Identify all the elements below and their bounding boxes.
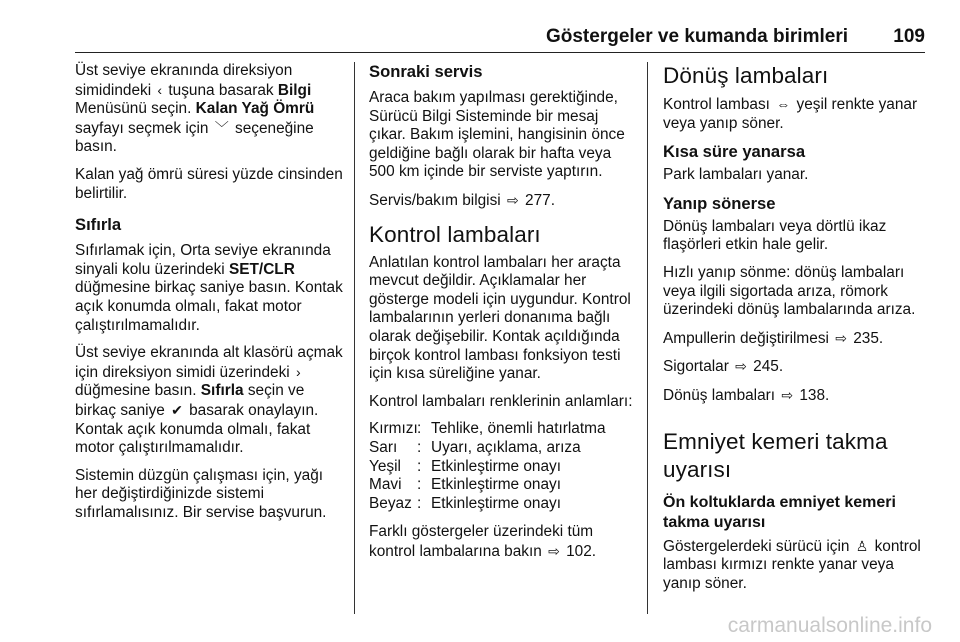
reference-arrow-icon: ⇨	[507, 191, 519, 208]
text: tuşuna basarak	[164, 81, 278, 99]
text: Üst seviye ekranında direksiyon simidindeki	[75, 62, 293, 99]
reference-arrow-icon: ⇨	[781, 386, 794, 403]
text: seçeneğine basın.	[75, 119, 314, 156]
reference-arrow-icon: ⇨	[735, 358, 747, 375]
separator: :	[417, 438, 422, 456]
separator: :	[417, 420, 422, 438]
text: Servis/bakım bilgisi	[369, 191, 505, 209]
page-reference[interactable]: 245.	[748, 358, 784, 376]
paragraph: Kalan yağ ömrü süresi yüzde cinsinden belirtilir.	[75, 165, 343, 202]
column-divider	[647, 62, 648, 614]
text: yeşil renkte yanar veya yanıp söner.	[663, 96, 918, 132]
color-name: Kırmızı	[369, 420, 418, 438]
table-row	[369, 458, 635, 477]
paragraph	[663, 386, 931, 406]
paragraph: Hızlı yanıp sönme: dönüş lambaları veya ilgili sigortada arıza, römork üzerindeki dönüş lambalarında arıza.	[663, 263, 916, 319]
text: düğmesine birkaç saniye basın. Kontak açık konumda olmalı, fakat motor çalıştırılmamalıdır.	[75, 279, 343, 334]
header-title: Göstergeler ve kumanda birimleri	[545, 26, 848, 47]
page-reference[interactable]: 277.	[520, 191, 555, 209]
menu-term: Sıfırla	[200, 382, 244, 400]
menu-term: Kalan Yağ Ömrü	[195, 100, 315, 118]
color-desc: Etkinleştirme onayı	[431, 457, 562, 475]
paragraph	[369, 523, 635, 561]
text: Göstergelerdeki sürücü için	[663, 537, 854, 555]
column-right	[663, 62, 931, 602]
chapter-heading: Emniyet kemeri takma uyarısı	[663, 428, 888, 482]
chevron-left-icon: ‹	[157, 81, 163, 98]
page-number: 109	[893, 26, 925, 47]
check-icon: ✔	[171, 401, 183, 418]
watermark: carmanualsonline.info	[727, 614, 932, 637]
page-reference[interactable]: 102.	[561, 542, 597, 560]
table-row	[369, 476, 635, 495]
chevron-down-icon: ﹀	[214, 119, 229, 136]
text: Sigortalar	[663, 358, 734, 376]
text: sayfayı seçmek için	[75, 119, 213, 137]
page-header	[0, 0, 960, 56]
text: seçin ve birkaç saniye	[75, 382, 305, 419]
chevron-right-icon: ›	[295, 363, 301, 380]
section-heading: Yanıp sönerse	[663, 193, 776, 213]
paragraph	[663, 95, 931, 133]
paragraph: Dönüş lambaları veya dörtlü ikaz flaşörleri etkin hale gelir.	[663, 217, 887, 254]
table-row	[369, 439, 635, 458]
text: Dönüş lambaları	[663, 386, 780, 404]
column-left	[75, 62, 343, 531]
text: düğmesine basın.	[75, 382, 201, 400]
color-name: Sarı	[369, 438, 398, 456]
text: kontrol lambası kırmızı renkte yanar veya yanıp söner.	[663, 537, 921, 592]
menu-term: Bilgi	[277, 81, 312, 99]
paragraph: Anlatılan kontrol lambaları her araçta mevcut değildir. Açıklamalar her gösterge modeli için uygundur. Kontrol lambalarının yerleri donanıma bağlı olarak değişebilir. Kontak açıldığında birçok kontrol lambası fonksiyon testi için kısa süreliğine yanar.	[369, 253, 631, 383]
paragraph	[663, 329, 931, 349]
column-middle	[369, 62, 635, 570]
text: Farklı göstergeler üzerindeki tüm kontrol lambalarına bakın	[369, 523, 594, 560]
text: basarak onaylayın. Kontak açık konumda olmalı, fakat motor çalıştırılmamalıdır.	[75, 401, 319, 457]
text: Ampullerin değiştirilmesi	[663, 329, 834, 347]
text: Üst seviye ekranında alt klasörü açmak için direksiyon simidi üzerindeki	[75, 344, 343, 381]
color-desc: Tehlike, önemli hatırlatma	[431, 420, 606, 438]
text: Sıfırlamak için, Orta seviye ekranında sinyali kolu üzerindeki	[75, 242, 331, 278]
turn-signal-icon: ⇔	[776, 96, 791, 112]
color-name: Mavi	[369, 476, 402, 494]
section-heading: Sonraki servis	[369, 62, 483, 81]
page-reference[interactable]: 235.	[848, 329, 884, 347]
table-row	[369, 495, 635, 514]
seatbelt-icon: ♙	[855, 537, 869, 554]
section-heading: Kısa süre yanarsa	[663, 142, 806, 162]
reference-arrow-icon: ⇨	[835, 329, 847, 346]
table-row	[369, 420, 635, 439]
header-rule	[75, 52, 925, 53]
color-name: Yeşil	[369, 457, 401, 475]
paragraph	[369, 191, 635, 211]
paragraph	[75, 344, 343, 458]
reference-arrow-icon: ⇨	[548, 542, 560, 559]
paragraph: Sistemin düzgün çalışması için, yağı her değiştirdiğinizde sistemi sıfırlamalısınız. Bir servise başvurun.	[75, 466, 327, 521]
color-meaning-table	[369, 420, 635, 513]
button-term: SET/CLR	[228, 260, 295, 278]
paragraph	[75, 242, 343, 335]
column-divider	[354, 62, 355, 614]
section-heading: Ön koltuklarda emniyet kemeri takma uyarısı	[663, 493, 896, 531]
text: Menüsünü seçin.	[75, 100, 196, 118]
color-desc: Etkinleştirme onayı	[431, 494, 562, 512]
section-heading: Sıfırla	[75, 215, 122, 235]
chapter-heading: Dönüş lambaları	[663, 63, 829, 88]
color-desc: Etkinleştirme onayı	[431, 476, 562, 494]
paragraph: Kontrol lambaları renklerinin anlamları:	[369, 392, 633, 410]
paragraph: Araca bakım yapılması gerektiğinde, Sürücü Bilgi Sisteminde bir mesaj çıkar. Bakım işlemini, hangisinin önce geldiğine bağlı olarak bir hafta veya 500 km içinde bir serviste yaptırın.	[369, 89, 625, 181]
paragraph: Park lambaları yanar.	[663, 166, 809, 184]
color-desc: Uyarı, açıklama, arıza	[431, 438, 581, 456]
separator: :	[417, 476, 422, 494]
chapter-heading: Kontrol lambaları	[369, 221, 541, 247]
paragraph	[663, 357, 931, 377]
separator: :	[417, 457, 422, 475]
paragraph	[75, 62, 343, 157]
paragraph	[663, 537, 931, 594]
page-reference[interactable]: 138.	[795, 386, 830, 404]
separator: :	[417, 494, 422, 512]
text: Kontrol lambası	[663, 96, 775, 113]
color-name: Beyaz	[369, 494, 412, 512]
